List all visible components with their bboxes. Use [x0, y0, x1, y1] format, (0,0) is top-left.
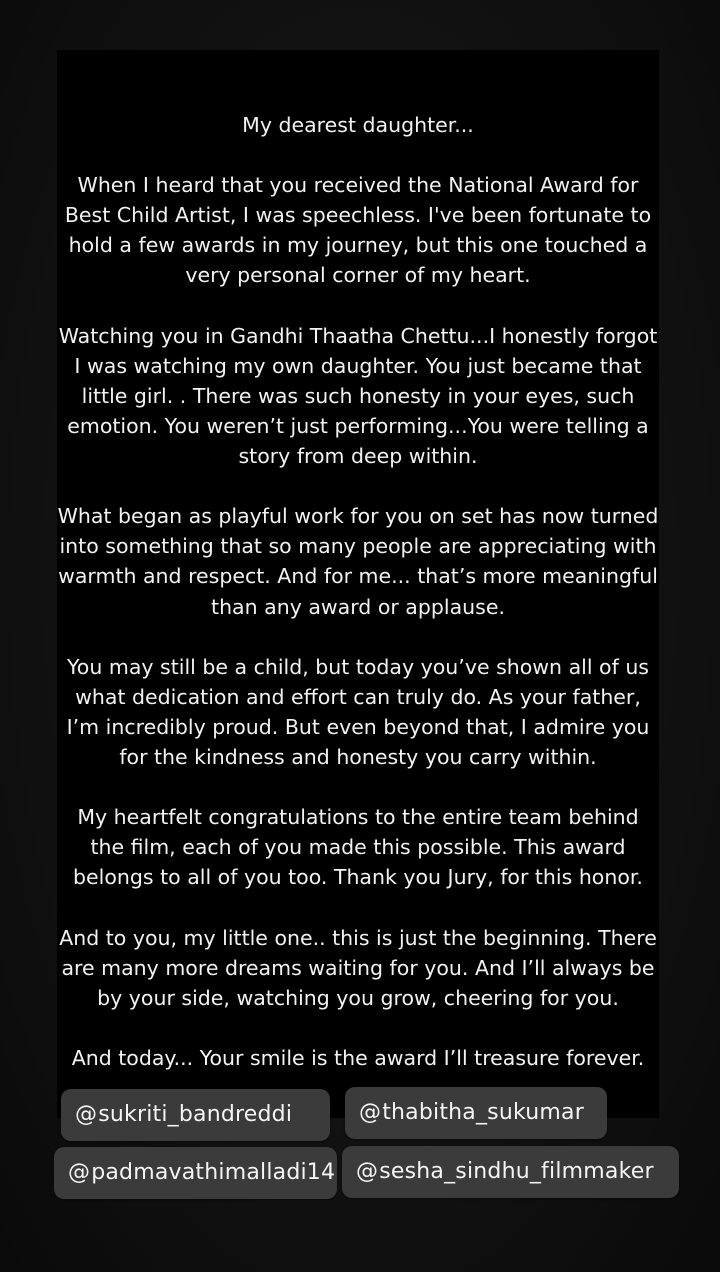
mention-at-symbol: @ [75, 1102, 98, 1127]
letter-text [57, 110, 659, 1103]
mention-at-symbol: @ [68, 1160, 91, 1185]
mention-tag-sesha-sindhu-filmmaker[interactable] [342, 1146, 679, 1198]
letter-line: When I heard that you received the National Award for [77, 173, 639, 198]
mention-at-symbol: @ [359, 1100, 382, 1125]
mention-handle: padmavathimalladi14 [91, 1160, 336, 1185]
letter-line: the film, each of you made this possible. This award [90, 835, 626, 860]
letter-line: for the kindness and honesty you carry within. [119, 744, 597, 769]
letter-line: what dedication and effort can truly do. As your father, [75, 684, 641, 709]
letter-line: story from deep within. [238, 444, 478, 469]
letter-line: by your side, watching you grow, cheering for you. [97, 985, 619, 1010]
letter-card [57, 50, 659, 1118]
letter-line: And today... Your smile is the award I’ll treasure forever. [71, 1045, 645, 1070]
letter-line: are many more dreams waiting for you. And I’ll always be [61, 955, 655, 980]
letter-paragraph [57, 321, 659, 471]
letter-paragraph [57, 802, 659, 892]
letter-line: My dearest daughter... [242, 113, 474, 137]
letter-line: very personal corner of my heart. [185, 263, 531, 288]
letter-line: belongs to all of you too. Thank you Jury, for this honor. [73, 865, 643, 890]
mention-handle: sukriti_bandreddi [98, 1102, 293, 1127]
letter-paragraph [57, 110, 659, 140]
letter-line: What began as playful work for you on set has now turned [57, 504, 659, 529]
letter-paragraph [57, 652, 659, 772]
letter-paragraph [57, 1043, 659, 1073]
letter-line: My heartfelt congratulations to the entire team behind [77, 805, 639, 830]
mention-tag-thabitha-sukumar[interactable] [345, 1087, 607, 1139]
letter-line: And to you, my little one.. this is just the beginning. There [59, 925, 657, 950]
letter-paragraph [57, 170, 659, 290]
letter-line: little girl. . There was such honesty in your eyes, such [81, 383, 635, 408]
letter-line: I was watching my own daughter. You just became that [74, 353, 642, 378]
letter-line: Best Child Artist, I was speechless. I've been fortunate to [64, 203, 652, 228]
letter-paragraph [57, 501, 659, 621]
mention-tag-sukriti-bandreddi[interactable] [61, 1089, 330, 1141]
letter-line: into something that so many people are appreciating with [59, 534, 657, 559]
letter-line: I’m incredibly proud. But even beyond that, I admire you [66, 714, 650, 739]
letter-line: than any award or applause. [211, 594, 505, 619]
mention-tag-padmavathimalladi14[interactable] [54, 1147, 337, 1199]
mention-at-symbol: @ [356, 1159, 379, 1184]
mention-handle: sesha_sindhu_filmmaker [379, 1159, 654, 1184]
letter-line: emotion. You weren’t just performing...You were telling a [67, 413, 649, 438]
letter-line: hold a few awards in my journey, but this one touched a [68, 233, 648, 258]
mention-handle: thabitha_sukumar [382, 1100, 584, 1125]
letter-paragraph [57, 923, 659, 1013]
letter-line: You may still be a child, but today you’ve shown all of us [67, 654, 649, 679]
letter-line: warmth and respect. And for me... that’s more meaningful [58, 564, 658, 589]
letter-line: Watching you in Gandhi Thaatha Chettu...I honestly forgot [58, 323, 658, 348]
